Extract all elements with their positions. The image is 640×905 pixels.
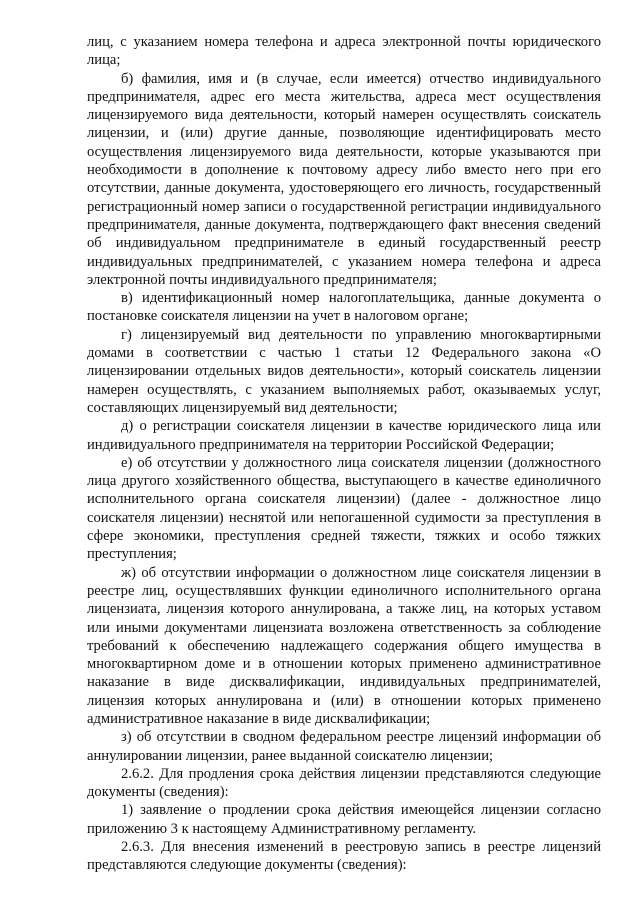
paragraph-item-zh: ж) об отсутствии информации о должностном лице соискателя лицензии в реестре лиц, осуществлявших функции единоличного исполнительного органа лицензиата, лицензия которого аннулирована, а также лиц, на которых уставом или иными документами лицензиата возложена ответственность за соблюдение требований к обеспечению надлежащего содержания общего имущества в многоквартирном доме и в отношении которых применено административное наказание в виде дисквалификации, индивидуальных предпринимателей, лицензия которых аннулирована и (или) в отношении которых применено административное наказание в виде дисквалификации; <box>87 564 601 727</box>
paragraph-item-d: д) о регистрации соискателя лицензии в качестве юридического лица или индивидуального предпринимателя на территории Российской Федерации; <box>87 418 601 453</box>
paragraph-continuation: лиц, с указанием номера телефона и адреса электронной почты юридического лица; <box>87 34 601 69</box>
paragraph-item-1: 1) заявление о продлении срока действия имеющейся лицензии согласно приложению 3 к настоящему Административному регламенту. <box>87 802 601 837</box>
paragraph-item-e: е) об отсутствии у должностного лица соискателя лицензии (должностного лица другого хозяйственного общества, выступающего в качестве единоличного исполнительного органа соискателя лицензии) (далее - должностное лицо соискателя лицензии) неснятой или непогашенной судимости за преступления в сфере экономики, преступления средней тяжести, тяжких и особо тяжких преступления; <box>87 454 601 563</box>
section-2-6-3: 2.6.3. Для внесения изменений в реестровую запись в реестре лицензий представляются следующие документы (сведения): <box>87 839 601 874</box>
document-page <box>87 33 601 875</box>
paragraph-item-z: з) об отсутствии в сводном федеральном реестре лицензий информации об аннулировании лицензии, ранее выданной соискателю лицензии; <box>87 729 601 764</box>
paragraph-item-v: в) идентификационный номер налогоплательщика, данные документа о постановке соискателя лицензии на учет в налоговом органе; <box>87 290 601 325</box>
paragraph-item-b: б) фамилия, имя и (в случае, если имеется) отчество индивидуального предпринимателя, адрес его места жительства, адреса мест осуществления лицензируемого вида деятельности, который намерен осуществлять соискатель лицензии, и (или) другие данные, позволяющие идентифицировать место осуществления лицензируемого вида деятельности, которые указываются при необходимости в дополнение к почтовому адресу либо вместо него при его отсутствии, данные документа, удостоверяющего его личность, государственный регистрационный номер записи о государственной регистрации индивидуального предпринимателя, данные документа, подтверждающего факт внесения сведений об индивидуальном предпринимателе в единый государственный реестр индивидуальных предпринимателей, с указанием номера телефона и адреса электронной почты индивидуального предпринимателя; <box>87 70 601 288</box>
section-2-6-2: 2.6.2. Для продления срока действия лицензии представляются следующие документы (сведения): <box>87 765 601 801</box>
paragraph-item-g: г) лицензируемый вид деятельности по управлению многоквартирными домами в соответствии с частью 1 статьи 12 Федерального закона «О лицензировании отдельных видов деятельности», который соискатель лицензии намерен осуществлять, с указанием выполняемых работ, оказываемых услуг, составляющих лицензируемый вид деятельности; <box>87 326 601 416</box>
